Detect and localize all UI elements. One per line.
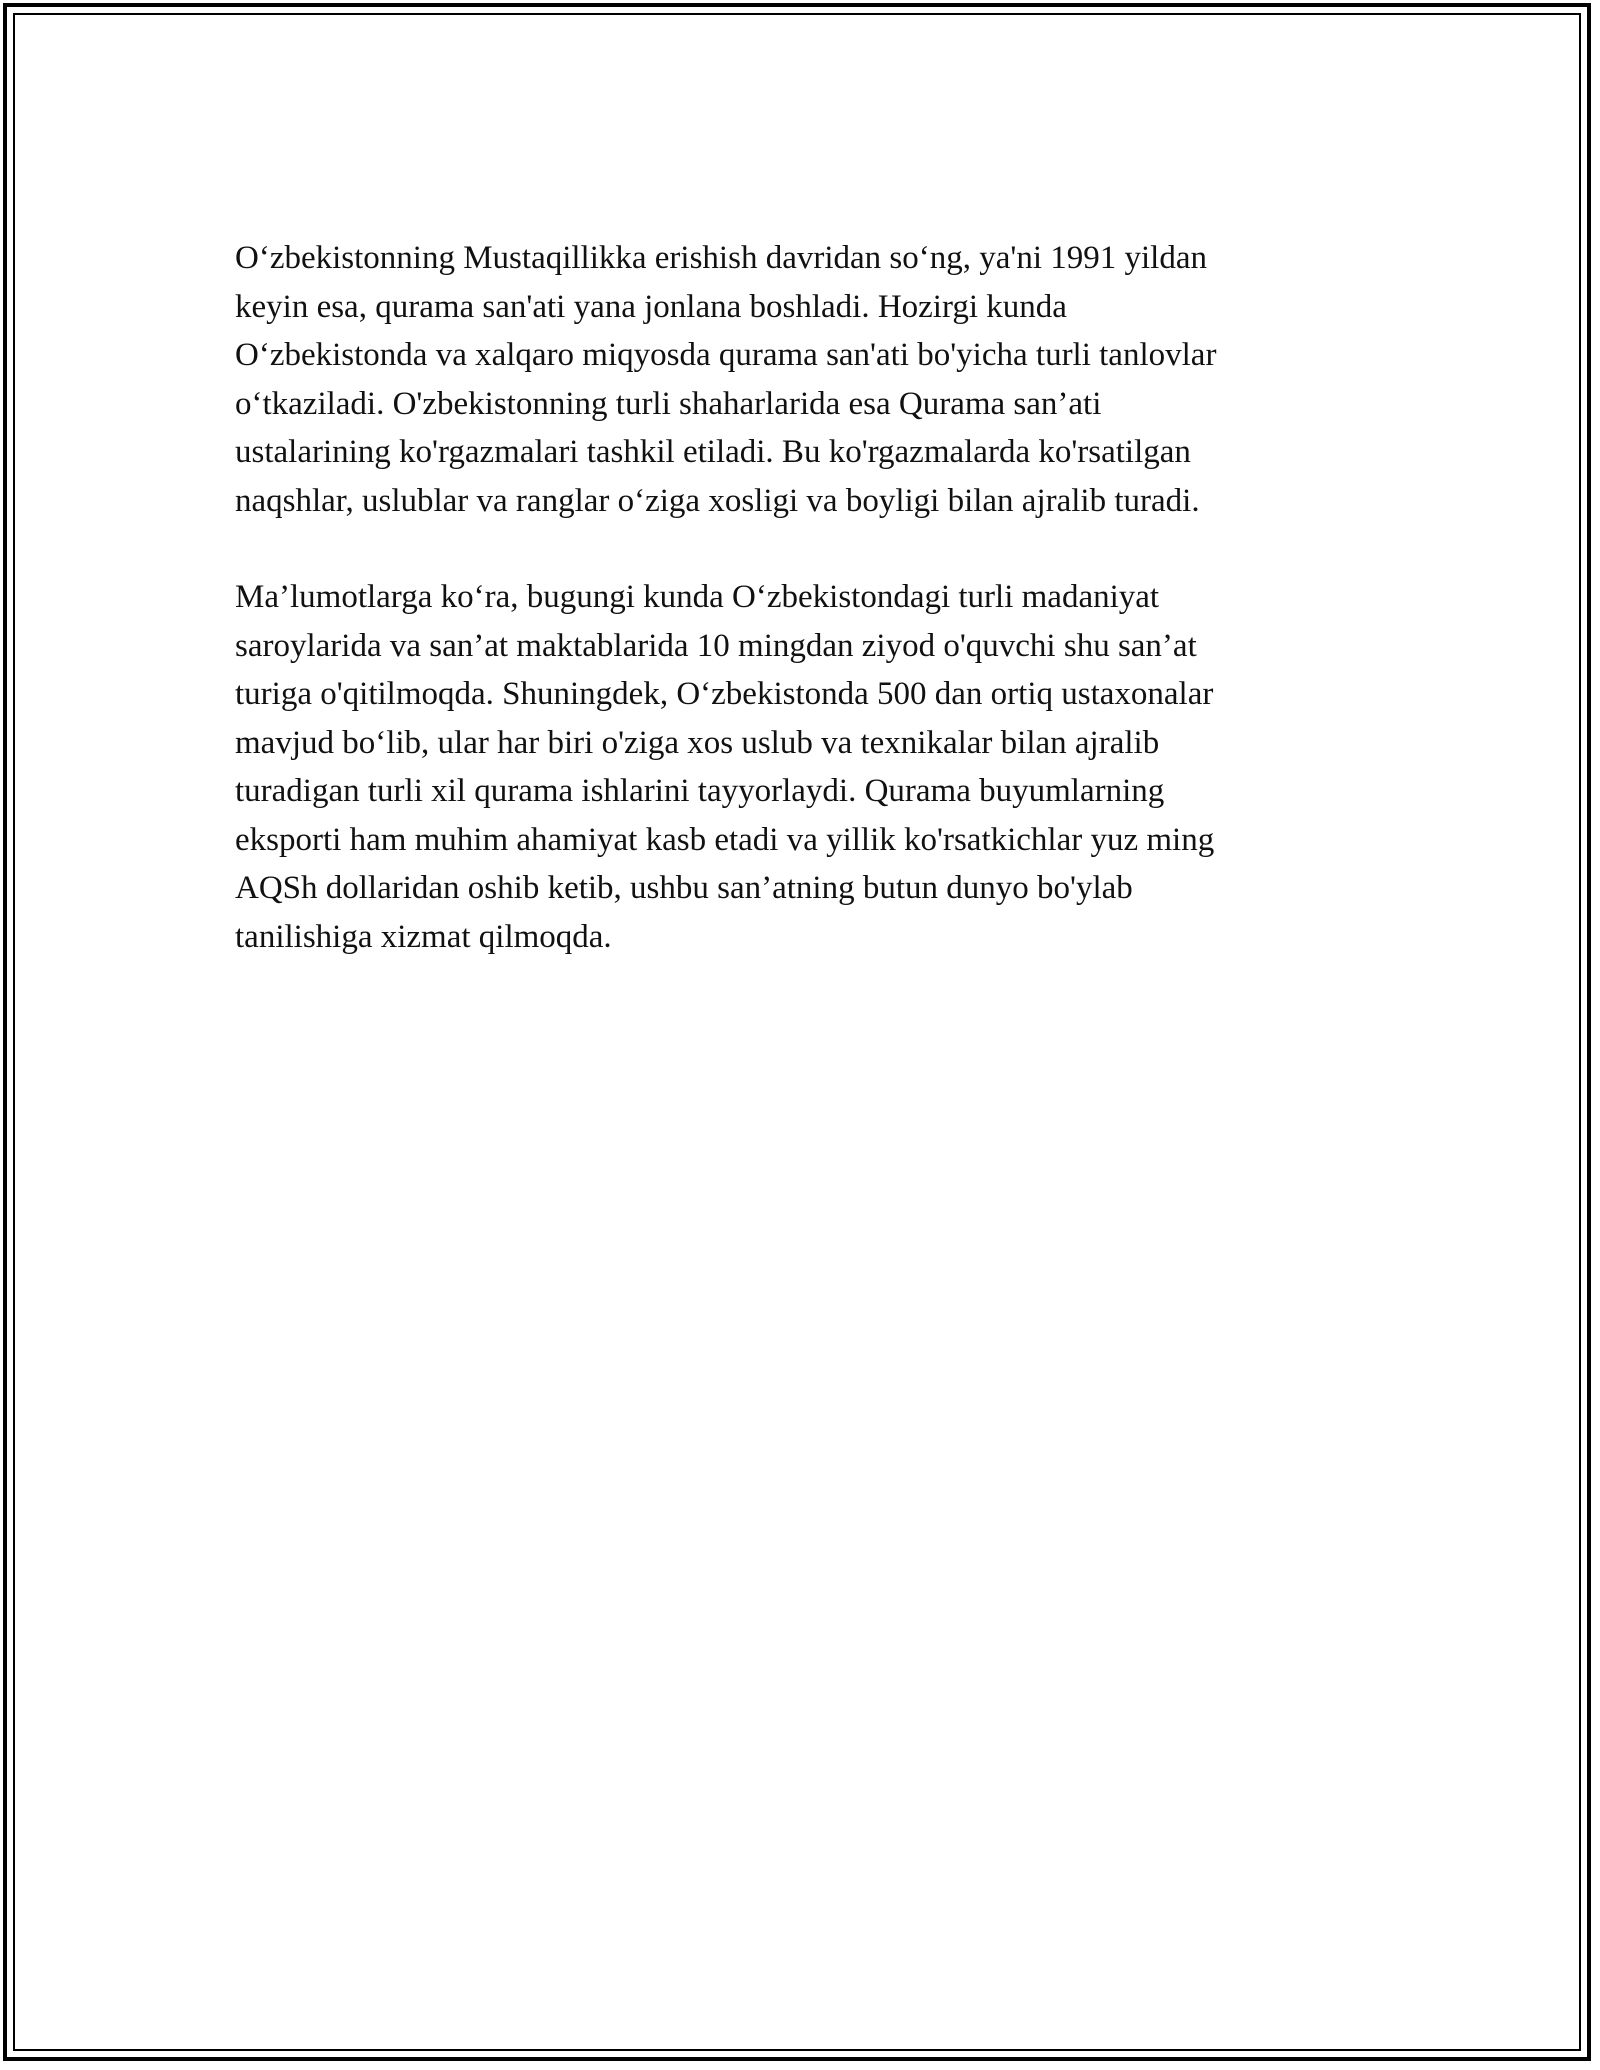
- paragraph-1: O‘zbekistonning Mustaqillikka erishish davridan so‘ng, ya'ni 1991 yildan keyin esa, qurama san'ati yana jonlana boshladi. Hozirgi kunda O‘zbekistonda va xalqaro miqyosda qurama san'ati bo'yicha turli tanlovlar o‘tkaziladi. O'zbekistonning turli shaharlarida esa Qurama san’ati ustalarining ko'rgazmalari tashkil etiladi. Bu ko'rgazmalarda ko'rsatilgan naqshlar, uslublar va ranglar o‘ziga xosligi va boyligi bilan ajralib turadi.: [235, 240, 1217, 519]
- paragraph-2: Ma’lumotlarga ko‘ra, bugungi kunda O‘zbekistondagi turli madaniyat saroylarida va san’at maktablarida 10 mingdan ziyod o'quvchi shu san’at turiga o'qitilmoqda. Shuningdek, O‘zbekistonda 500 dan ortiq ustaxonalar mavjud bo‘lib, ular har biri o'ziga xos uslub va texnikalar bilan ajralib turadigan turli xil qurama ishlarini tayyorlaydi. Qurama buyumlarning eksporti ham muhim ahamiyat kasb etadi va yillik ko'rsatkichlar yuz ming AQSh dollaridan oshib ketib, ushbu san’atning butun dunyo bo'ylab tanilishiga xizmat qilmoqda.: [235, 579, 1215, 955]
- document-body: [235, 234, 1355, 1009]
